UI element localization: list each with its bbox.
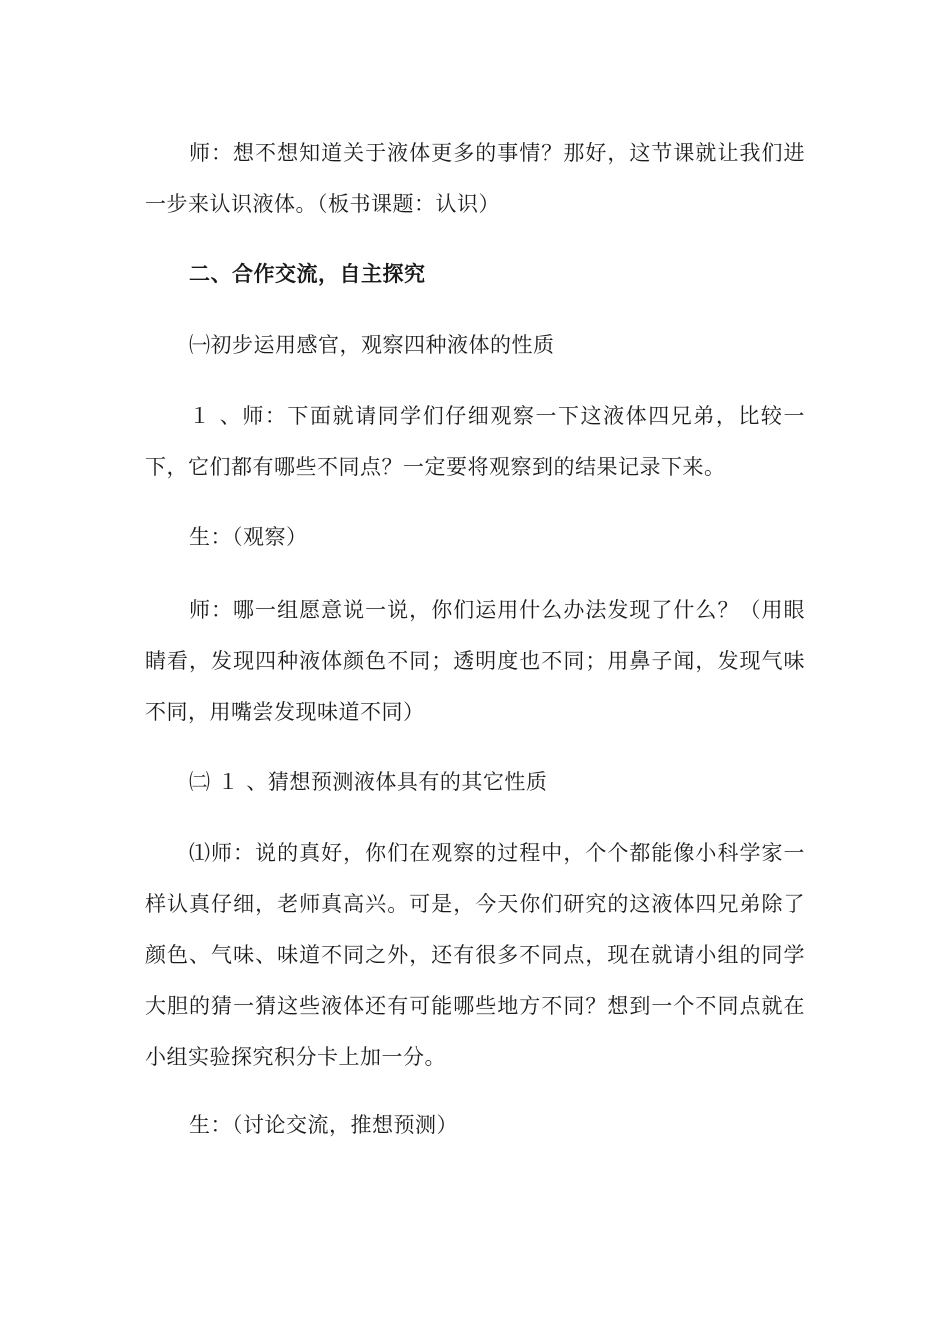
paragraph-teacher-praise: ⑴师：说的真好，你们在观察的过程中，个个都能像小科学家一样认真仔细，老师真高兴。可是，今天你们研究的这液体四兄弟除了颜色、气味、味道不同之外，还有很多不同点，现在就请小组的同学大胆的猜一猜这些液体还有可能哪些地方不同？想到一个不同点就在小组实验探究积分卡上加一分。 — [145, 841, 805, 1069]
paragraph-teacher-intro: 师：想不想知道关于液体更多的事情？那好，这节课就让我们进一步来认识液体。（板书课题：认识） — [145, 141, 805, 216]
paragraph-teacher-observe: １ 、师：下面就请同学们仔细观察一下这液体四兄弟，比较一下，它们都有哪些不同点？一定要将观察到的结果记录下来。 — [145, 404, 805, 479]
subsection-heading-observe: ㈠初步运用感官，观察四种液体的性质 — [189, 333, 555, 357]
subsection-heading-predict: ㈡ １ 、猜想预测液体具有的其它性质 — [189, 770, 548, 794]
paragraph-teacher-question: 师：哪一组愿意说一说，你们运用什么办法发现了什么？（用眼睛看，发现四种液体颜色不同；透明度也不同；用鼻子闻，发现气味不同，用嘴尝发现味道不同） — [145, 598, 805, 724]
section-heading-cooperation: 二、合作交流，自主探究 — [189, 262, 426, 286]
paragraph-student-observe: 生：（观察） — [189, 525, 308, 549]
paragraph-student-discuss: 生：（讨论交流，推想预测） — [189, 1113, 458, 1137]
